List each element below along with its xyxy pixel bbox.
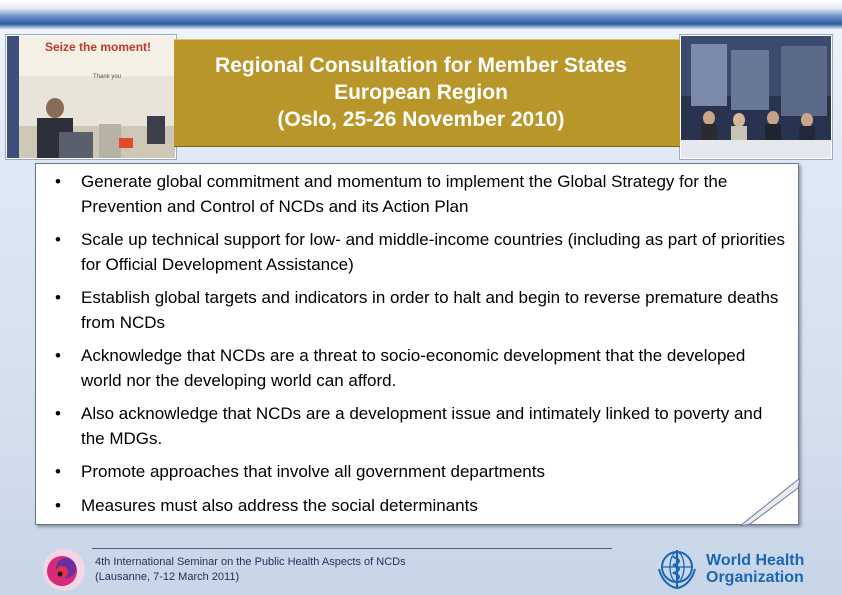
bullet-dot: •	[55, 404, 61, 423]
bullet-dot: •	[55, 172, 61, 191]
bullet-list	[35, 170, 795, 527]
bullet-dot: •	[55, 288, 61, 307]
bullet-item	[35, 286, 795, 335]
conference-photo-panel	[680, 35, 832, 159]
slide-title	[174, 52, 668, 133]
bullet-item	[35, 494, 795, 519]
who-name-line-2: Organization	[706, 569, 804, 586]
title-line-1: Regional Consultation for Member States	[215, 54, 627, 77]
title-line-3: (Oslo, 25-26 November 2010)	[277, 108, 565, 131]
bullet-dot: •	[55, 346, 61, 365]
bullet-item	[35, 228, 795, 277]
bullet-text: Promote approaches that involve all government departments	[81, 462, 545, 481]
bullet-item	[35, 460, 795, 485]
who-emblem-icon	[656, 547, 698, 591]
who-name-line-1: World Health	[706, 552, 805, 569]
conference-photo-speaker	[6, 35, 176, 159]
bullet-text: Also acknowledge that NCDs are a development issue and intimately linked to poverty and the MDGs.	[81, 404, 763, 448]
bullet-item	[35, 402, 795, 451]
bullet-dot: •	[55, 462, 61, 481]
title-line-2: European Region	[334, 81, 508, 104]
bullet-dot: •	[55, 230, 61, 249]
bullet-item	[35, 170, 795, 219]
bullet-text: Acknowledge that NCDs are a threat to socio-economic development that the developed world nor the developing world can afford.	[81, 346, 746, 390]
bullet-text: Measures must also address the social determinants	[81, 495, 478, 515]
bullet-dot: •	[55, 495, 61, 515]
footer-divider	[92, 548, 612, 549]
who-name	[706, 552, 804, 586]
top-blue-band	[0, 0, 842, 30]
photo-banner-text: Seize the moment!	[45, 40, 152, 54]
footer-line-2: (Lausanne, 7-12 March 2011)	[95, 571, 240, 583]
footer-line-1: 4th International Seminar on the Public Health Aspects of NCDs	[95, 556, 406, 568]
bullet-item	[35, 344, 795, 393]
photo-sub-text: Thank you	[93, 74, 122, 80]
seminar-logo-icon	[40, 546, 88, 594]
bullet-text: Establish global targets and indicators in order to halt and begin to reverse premature deaths from NCDs	[81, 288, 779, 332]
bullet-text: Generate global commitment and momentum to implement the Global Strategy for the Prevention and Control of NCDs and its Action Plan	[81, 172, 728, 216]
footer-seminar-text	[95, 555, 406, 585]
bullet-text: Scale up technical support for low- and middle-income countries (including as part of priorities for Official Development Assistance)	[81, 230, 785, 274]
